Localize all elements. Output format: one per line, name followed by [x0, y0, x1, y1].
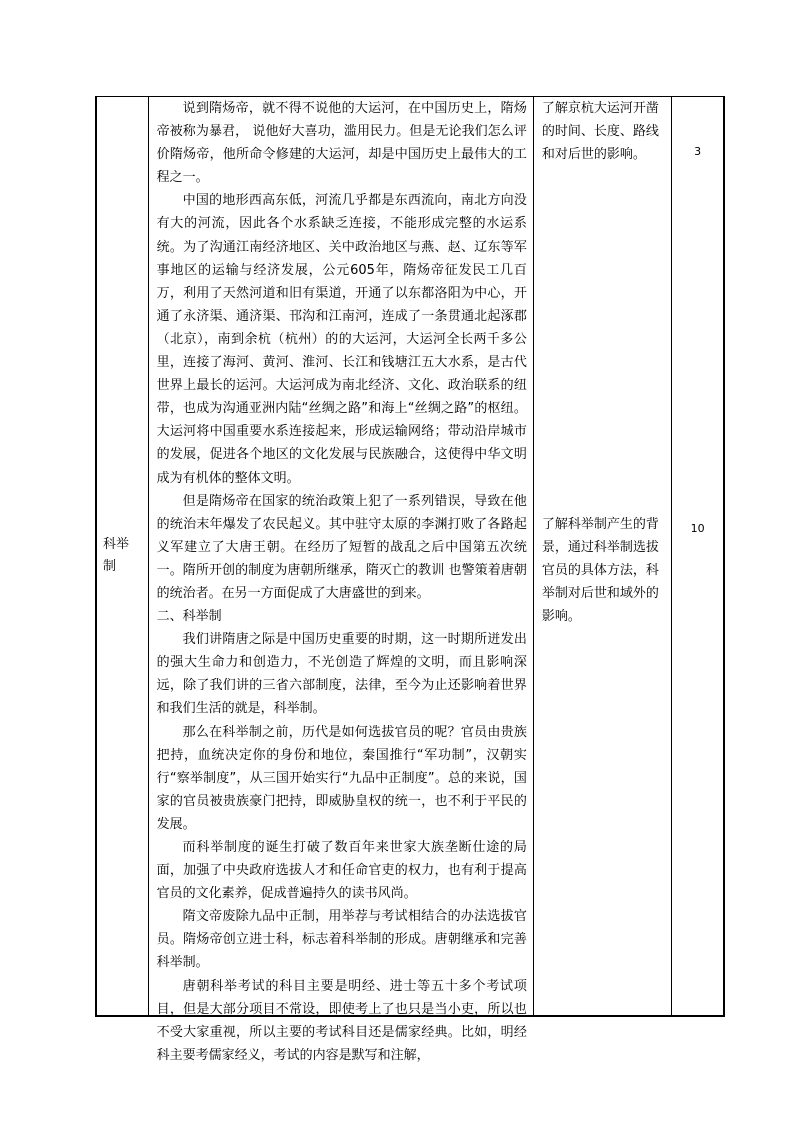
section-label-keju: 科举制 — [103, 537, 130, 574]
paragraph-canal: 中国的地形西高东低，河流几乎都是东西流向，南北方向没有大的河流，因此各个水系缺乏连接，不能形成完整的水运系统。为了沟通江南经济地区、关中政治地区与燕、赵、辽东等军事地区的运输与经济发展，公元605年，隋炀帝征发民工几百万，利用了天然河道和旧有渠道，开通了以东都洛阳为中心，开通了永济渠、通济渠、邗沟和江南河，连成了一条贯通北起涿郡（北京），南到余杭（杭州）的的大运河，大运河全长两千多公里，连接了海河、黄河、淮河、长江和钱塘江五大水系，是古代世界上最长的运河。大运河成为南北经济、文化、政治联系的纽带，也成为沟通亚洲内陆“丝绸之路”和海上“丝绸之路”的枢纽。大运河将中国重要水系连接起来，形成运输网络；带动沿岸城市的发展，促进各个地区的文化发展与民族融合，这使得中华文明成为有机体的整体文明。 — [156, 193, 527, 486]
paragraph-before-keju: 那么在科举制之前，历代是如何选拔官员的呢？官员由贵族把持，血统决定你的身份和地位，秦国推行“军功制”，汉朝实行“察举制度”，从三国开始实行“九品中正制度”。总的来说，国家的官员被贵族豪门把持，即威胁皇权的统一，也不利于平民的发展。 — [156, 724, 527, 832]
goal-keju: 了解科举制产生的背景，通过科举制选拔官员的具体方法，科举制对后世和域外的影响。 — [541, 517, 659, 624]
paragraph-tang-keju: 唐朝科举考试的科目主要是明经、进士等五十多个考试项目，但是大部分项目不常设，即使考上了也只是当小吏，所以也不受大家重视，所以主要的考试科目还是儒家经典。比如，明经科主要考儒家经义，考试的内容是默写和注解， — [156, 978, 527, 1063]
table-row — [96, 97, 724, 1017]
goal-cell — [533, 97, 671, 1017]
paragraph-keju-intro: 我们讲隋唐之际是中国历史重要的时期，这一时期所迸发出的强大生命力和创造力，不光创造了辉煌的文明，而且影响深远，除了我们讲的三省六部制度，法律，至今为止还影响着世界和我们生活的就是，科举制。 — [156, 632, 527, 717]
paragraph-keju-impact: 而科举制度的诞生打破了数百年来世家大族垄断仕途的局面，加强了中央政府选拔人才和任命官吏的权力，也有利于提高官员的文化素养，促成普遍持久的读书风尚。 — [156, 840, 527, 902]
content-cell — [148, 97, 533, 1063]
lesson-content — [149, 97, 533, 1063]
time-cell — [672, 97, 724, 1017]
paragraph-intro: 说到隋炀帝，就不得不说他的大运河，在中国历史上，隋炀帝被称为暴君， 说他好大喜功，滥用民力。但是无论我们怎么评价隋炀帝，他所命令修建的大运河，却是中国历史上最伟大的工程之一。 — [156, 101, 527, 186]
lesson-plan-table — [95, 96, 725, 1063]
section-heading-keju: 二、科举制 — [156, 609, 222, 625]
paragraph-sui-keju: 隋文帝废除九品中正制，用举荐与考试相结合的办法选拔官员。隋炀帝创立进士科，标志着科举制的形成。唐朝继承和完善科举制。 — [156, 909, 527, 971]
section-cell — [96, 97, 148, 1017]
goal-canal: 了解京杭大运河开凿的时间、长度、路线和对后世的影响。 — [541, 101, 659, 162]
paragraph-sui-fall: 但是隋炀帝在国家的统治政策上犯了一系列错误，导致在他的统治末年爆发了农民起义。其中驻守太原的李渊打败了各路起义军建立了大唐王朝。在经历了短暂的战乱之后中国第五次统一。隋所开创的制度为唐朝所继承，隋灭亡的教训 也警策着唐朝的统治者。在另一方面促成了大唐盛世的到来。 — [156, 493, 527, 601]
time-canal: 3 — [694, 145, 702, 158]
time-keju: 10 — [690, 522, 705, 535]
